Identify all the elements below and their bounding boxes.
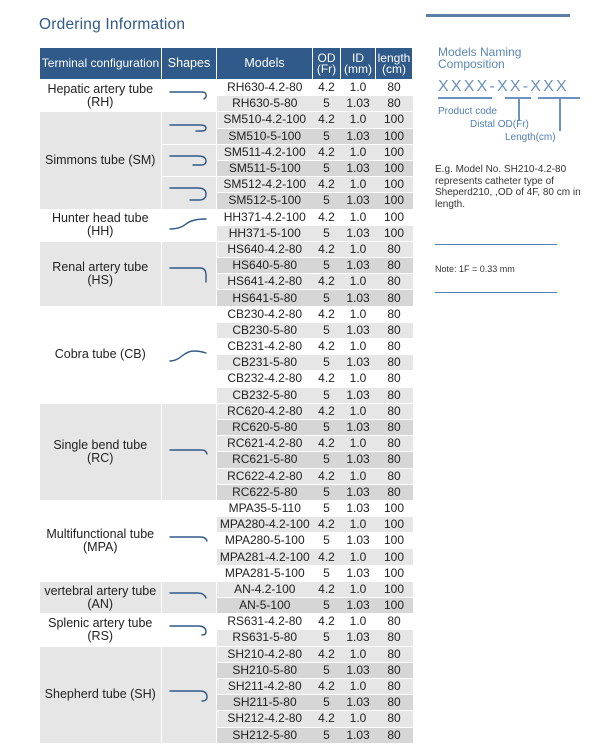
code-connector-distal: [518, 97, 520, 121]
id-cell: 1.03: [341, 355, 376, 371]
config-cell: Renal artery tube (HS): [40, 241, 162, 306]
model-cell: SM510-5-100: [217, 128, 313, 144]
id-cell: 1.03: [341, 128, 376, 144]
simmons-3-icon: [166, 183, 212, 203]
ordering-table: [39, 47, 413, 744]
code-connector-length: [559, 97, 561, 131]
length-cell: 100: [376, 581, 413, 597]
length-cell: 80: [376, 678, 413, 694]
model-cell: HH371-5-100: [217, 225, 313, 241]
label-product-code: Product code: [438, 106, 497, 117]
table-body: [40, 80, 413, 744]
config-cell: vertebral artery tube (AN): [40, 581, 162, 613]
multifunctional-icon: [166, 531, 212, 551]
model-cell: SH210-5-80: [217, 662, 313, 678]
model-cell: CB232-4.2-80: [217, 371, 313, 387]
id-cell: 1.0: [341, 209, 376, 225]
table-header-row: [40, 48, 413, 80]
model-cell: MPA281-5-100: [217, 565, 313, 581]
id-cell: 1.03: [341, 322, 376, 338]
id-cell: 1.03: [341, 662, 376, 678]
header-config: Terminal configuration: [40, 48, 162, 80]
model-cell: RH630-5-80: [217, 96, 313, 112]
splenic-icon: [166, 620, 212, 640]
model-cell: HS640-4.2-80: [217, 241, 313, 257]
od-cell: 5: [313, 128, 341, 144]
code-underline-product: [438, 97, 492, 99]
id-cell: 1.03: [341, 96, 376, 112]
model-cell: HS641-4.2-80: [217, 274, 313, 290]
config-cell: Hunter head tube (HH): [40, 209, 162, 241]
id-cell: 1.03: [341, 565, 376, 581]
od-cell: 4.2: [313, 614, 341, 630]
length-cell: 80: [376, 468, 413, 484]
od-cell: 5: [313, 484, 341, 500]
od-cell: 4.2: [313, 241, 341, 257]
length-cell: 80: [376, 452, 413, 468]
shape-cell: [162, 209, 217, 241]
od-cell: 4.2: [313, 436, 341, 452]
header-models: Models: [217, 48, 313, 80]
length-cell: 80: [376, 614, 413, 630]
length-cell: 80: [376, 662, 413, 678]
shape-cell: [162, 500, 217, 581]
length-cell: 100: [376, 160, 413, 176]
hunter-head-icon: [166, 215, 212, 235]
od-cell: 5: [313, 662, 341, 678]
cobra-icon: [166, 345, 212, 365]
id-cell: 1.0: [341, 678, 376, 694]
fr-note: Note: 1F = 0.33 mm: [435, 264, 515, 274]
od-cell: 5: [313, 565, 341, 581]
length-cell: 100: [376, 177, 413, 193]
shape-cell: [162, 177, 217, 209]
id-cell: 1.03: [341, 484, 376, 500]
id-cell: 1.0: [341, 274, 376, 290]
model-cell: HS640-5-80: [217, 258, 313, 274]
od-cell: 4.2: [313, 549, 341, 565]
naming-example: E.g. Model No. SH210-4.2-80 represents catheter type of Sheperd210, ,OD of 4F, 80 cm in length.: [435, 164, 581, 210]
id-cell: 1.0: [341, 436, 376, 452]
id-cell: 1.0: [341, 80, 376, 96]
id-cell: 1.0: [341, 306, 376, 322]
header-length: length (cm): [376, 48, 413, 80]
divider-lower: [435, 292, 557, 293]
od-cell: 5: [313, 452, 341, 468]
od-cell: 4.2: [313, 177, 341, 193]
model-cell: RC621-4.2-80: [217, 436, 313, 452]
od-cell: 5: [313, 160, 341, 176]
section-title: Ordering Information: [39, 16, 186, 33]
model-cell: CB231-4.2-80: [217, 339, 313, 355]
od-cell: 4.2: [313, 112, 341, 128]
config-cell: Splenic artery tube (RS): [40, 614, 162, 646]
od-cell: 4.2: [313, 581, 341, 597]
id-cell: 1.0: [341, 614, 376, 630]
id-cell: 1.0: [341, 177, 376, 193]
table-row: [40, 112, 413, 128]
od-cell: 4.2: [313, 468, 341, 484]
length-cell: 100: [376, 565, 413, 581]
od-cell: 4.2: [313, 517, 341, 533]
model-cell: RC620-4.2-80: [217, 403, 313, 419]
length-cell: 80: [376, 646, 413, 662]
model-cell: SH212-5-80: [217, 727, 313, 743]
length-cell: 80: [376, 355, 413, 371]
divider-upper: [435, 244, 557, 245]
length-cell: 80: [376, 96, 413, 112]
od-cell: 5: [313, 533, 341, 549]
model-cell: SM512-5-100: [217, 193, 313, 209]
od-cell: 4.2: [313, 209, 341, 225]
model-cell: RC621-5-80: [217, 452, 313, 468]
id-cell: 1.0: [341, 517, 376, 533]
model-cell: RC620-5-80: [217, 419, 313, 435]
config-cell: Cobra tube (CB): [40, 306, 162, 403]
od-cell: 5: [313, 387, 341, 403]
shape-cell: [162, 403, 217, 500]
shape-cell: [162, 581, 217, 613]
model-cell: HS641-5-80: [217, 290, 313, 306]
id-cell: 1.0: [341, 371, 376, 387]
id-cell: 1.03: [341, 225, 376, 241]
od-cell: 5: [313, 419, 341, 435]
model-cell: SM511-5-100: [217, 160, 313, 176]
model-cell: RS631-5-80: [217, 630, 313, 646]
table-row: [40, 646, 413, 662]
id-cell: 1.03: [341, 419, 376, 435]
table-row: [40, 403, 413, 419]
length-cell: 80: [376, 371, 413, 387]
id-cell: 1.03: [341, 193, 376, 209]
id-cell: 1.03: [341, 695, 376, 711]
od-cell: 5: [313, 290, 341, 306]
length-cell: 100: [376, 128, 413, 144]
model-cell: SH210-4.2-80: [217, 646, 313, 662]
model-cell: SH211-4.2-80: [217, 678, 313, 694]
model-cell: RC622-5-80: [217, 484, 313, 500]
table-row: [40, 614, 413, 630]
length-cell: 80: [376, 80, 413, 96]
od-cell: 4.2: [313, 646, 341, 662]
od-cell: 5: [313, 193, 341, 209]
od-cell: 4.2: [313, 306, 341, 322]
shape-cell: [162, 144, 217, 176]
length-cell: 80: [376, 630, 413, 646]
length-cell: 80: [376, 339, 413, 355]
id-cell: 1.0: [341, 711, 376, 727]
model-cell: CB230-5-80: [217, 322, 313, 338]
length-cell: 100: [376, 517, 413, 533]
id-cell: 1.0: [341, 646, 376, 662]
id-cell: 1.03: [341, 387, 376, 403]
length-cell: 80: [376, 419, 413, 435]
length-cell: 80: [376, 695, 413, 711]
model-cell: RC622-4.2-80: [217, 468, 313, 484]
od-cell: 4.2: [313, 711, 341, 727]
config-cell: Shepherd tube (SH): [40, 646, 162, 743]
shape-cell: [162, 112, 217, 144]
length-cell: 100: [376, 549, 413, 565]
shape-cell: [162, 646, 217, 743]
single-bend-icon: [166, 442, 212, 462]
length-cell: 80: [376, 290, 413, 306]
shape-cell: [162, 306, 217, 403]
id-cell: 1.0: [341, 403, 376, 419]
od-cell: 4.2: [313, 403, 341, 419]
id-cell: 1.03: [341, 727, 376, 743]
model-cell: CB230-4.2-80: [217, 306, 313, 322]
length-cell: 80: [376, 258, 413, 274]
model-cell: CB231-5-80: [217, 355, 313, 371]
table-row: [40, 80, 413, 96]
od-cell: 5: [313, 258, 341, 274]
od-cell: 5: [313, 96, 341, 112]
id-cell: 1.03: [341, 533, 376, 549]
model-cell: SH211-5-80: [217, 695, 313, 711]
id-cell: 1.03: [341, 452, 376, 468]
length-cell: 100: [376, 144, 413, 160]
table-row: [40, 581, 413, 597]
table-row: [40, 209, 413, 225]
shepherd-icon: [166, 685, 212, 705]
model-cell: SM511-4.2-100: [217, 144, 313, 160]
id-cell: 1.03: [341, 258, 376, 274]
model-cell: RS631-4.2-80: [217, 614, 313, 630]
length-cell: 100: [376, 193, 413, 209]
od-cell: 5: [313, 727, 341, 743]
hook-tip-icon: [166, 86, 212, 106]
label-distal-od: Distal OD(Fr): [470, 119, 529, 130]
config-cell: Hepatic artery tube (RH): [40, 80, 162, 112]
header-shapes: Shapes: [162, 48, 217, 80]
length-cell: 80: [376, 403, 413, 419]
id-cell: 1.0: [341, 339, 376, 355]
model-cell: SM510-4.2-100: [217, 112, 313, 128]
model-cell: AN-4.2-100: [217, 581, 313, 597]
length-cell: 80: [376, 436, 413, 452]
length-cell: 80: [376, 727, 413, 743]
length-cell: 80: [376, 711, 413, 727]
od-cell: 4.2: [313, 80, 341, 96]
config-cell: Multifunctional tube (MPA): [40, 500, 162, 581]
shape-cell: [162, 241, 217, 306]
config-cell: Simmons tube (SM): [40, 112, 162, 209]
id-cell: 1.0: [341, 549, 376, 565]
model-cell: MPA281-4.2-100: [217, 549, 313, 565]
header-od: OD (Fr): [313, 48, 341, 80]
model-cell: MPA35-5-110: [217, 500, 313, 516]
od-cell: 5: [313, 322, 341, 338]
length-cell: 100: [376, 225, 413, 241]
od-cell: 4.2: [313, 371, 341, 387]
id-cell: 1.0: [341, 144, 376, 160]
model-cell: SM512-4.2-100: [217, 177, 313, 193]
id-cell: 1.03: [341, 160, 376, 176]
id-cell: 1.0: [341, 581, 376, 597]
id-cell: 1.0: [341, 241, 376, 257]
length-cell: 80: [376, 306, 413, 322]
length-cell: 80: [376, 274, 413, 290]
table-row: [40, 241, 413, 257]
table-row: [40, 500, 413, 516]
length-cell: 100: [376, 112, 413, 128]
length-cell: 80: [376, 387, 413, 403]
model-cell: CB232-5-80: [217, 387, 313, 403]
naming-title: Models Naming Composition: [438, 45, 522, 71]
id-cell: 1.03: [341, 290, 376, 306]
length-cell: 100: [376, 533, 413, 549]
model-cell: AN-5-100: [217, 598, 313, 614]
top-rule: [426, 14, 570, 17]
config-cell: Single bend tube (RC): [40, 403, 162, 500]
od-cell: 4.2: [313, 339, 341, 355]
label-length: Length(cm): [505, 132, 556, 143]
header-id: ID (mm): [341, 48, 376, 80]
vertebral-icon: [166, 588, 212, 608]
id-cell: 1.03: [341, 630, 376, 646]
id-cell: 1.0: [341, 468, 376, 484]
length-cell: 100: [376, 500, 413, 516]
id-cell: 1.0: [341, 112, 376, 128]
od-cell: 5: [313, 225, 341, 241]
model-cell: RH630-4.2-80: [217, 80, 313, 96]
od-cell: 4.2: [313, 144, 341, 160]
od-cell: 5: [313, 500, 341, 516]
length-cell: 80: [376, 322, 413, 338]
length-cell: 100: [376, 598, 413, 614]
naming-code: XXXX-XX-XXX: [438, 78, 569, 95]
od-cell: 5: [313, 355, 341, 371]
od-cell: 4.2: [313, 274, 341, 290]
shape-cell: [162, 80, 217, 112]
length-cell: 80: [376, 241, 413, 257]
simmons-2-icon: [166, 150, 212, 170]
shape-cell: [162, 614, 217, 646]
od-cell: 5: [313, 695, 341, 711]
table-row: [40, 306, 413, 322]
od-cell: 5: [313, 630, 341, 646]
id-cell: 1.03: [341, 500, 376, 516]
simmons-1-icon: [166, 118, 212, 138]
renal-hook-icon: [166, 264, 212, 284]
model-cell: MPA280-4.2-100: [217, 517, 313, 533]
model-cell: SH212-4.2-80: [217, 711, 313, 727]
length-cell: 80: [376, 484, 413, 500]
id-cell: 1.03: [341, 598, 376, 614]
model-cell: MPA280-5-100: [217, 533, 313, 549]
od-cell: 4.2: [313, 678, 341, 694]
od-cell: 5: [313, 598, 341, 614]
model-cell: HH371-4.2-100: [217, 209, 313, 225]
length-cell: 100: [376, 209, 413, 225]
